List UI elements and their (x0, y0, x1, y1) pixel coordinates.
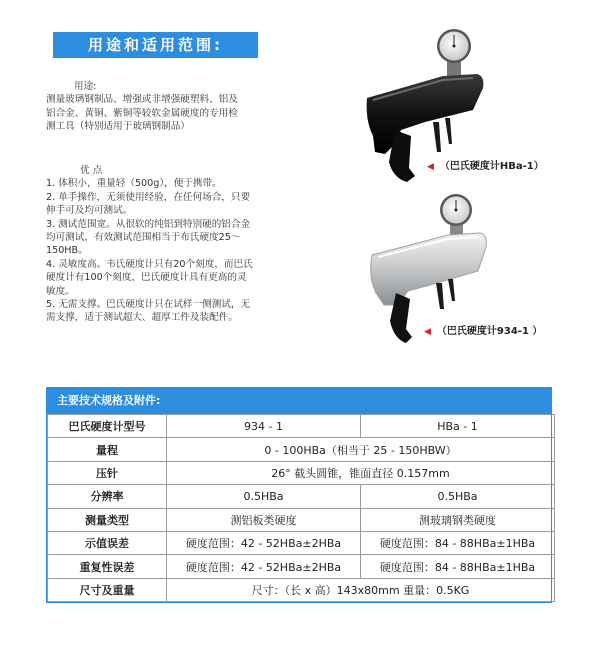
spec-label: 测量类型 (48, 508, 167, 531)
spec-value: 测铝板类硬度 (167, 508, 361, 531)
spec-table-header: 主要技术规格及附件: (47, 388, 551, 414)
spec-value: 尺寸：（长 x 高）143x80mm 重量：0.5KG (167, 578, 555, 601)
table-row (48, 438, 555, 461)
spec-label: 巴氏硬度计型号 (48, 415, 167, 438)
spec-value: 26° 截头圆锥，锥面直径 0.157mm (167, 461, 555, 484)
triangle-left-icon: ◀ (427, 162, 434, 172)
advantage-line: 1. 体积小，重量轻（500g），便于携带。 (46, 178, 222, 190)
spec-value: 硬度范围：42 - 52HBa±2HBa (167, 555, 361, 578)
advantage-line: 均可测试，有效测试范围相当于布氏硬度25～ (46, 232, 241, 244)
usage-line: 测工具（特别适用于玻璃钢制品） (46, 121, 190, 133)
table-row (48, 461, 555, 484)
spec-value: 硬度范围：84 - 88HBa±1HBa (361, 531, 555, 554)
spec-value: 0.5HBa (167, 485, 361, 508)
spec-label: 量程 (48, 438, 167, 461)
table-row (48, 485, 555, 508)
table-row (48, 508, 555, 531)
product-caption-934-text: （巴氏硬度计934-1 ） (436, 326, 543, 337)
advantage-line: 敏度。 (46, 285, 75, 297)
advantage-line: 2. 单手操作，无须使用经验，在任何场合，只要 (46, 191, 251, 203)
usage-section (46, 80, 276, 134)
table-row (48, 578, 555, 601)
spec-label: 重复性误差 (48, 555, 167, 578)
spec-value: 0 - 100HBa（相当于 25 - 150HBW） (167, 438, 555, 461)
advantage-line: 3. 测试范围宽。从很软的纯铝到特别硬的铝合金 (46, 218, 251, 230)
spec-table (47, 414, 555, 602)
usage-line: 铝合金、黄铜、紫铜等较软金属硬度的专用检 (46, 107, 238, 119)
spec-label: 示值误差 (48, 531, 167, 554)
spec-label: 压针 (48, 461, 167, 484)
product-caption-hba (427, 157, 544, 172)
table-row (48, 415, 555, 438)
usage-heading: 用途: (74, 81, 97, 92)
spec-label: 尺寸及重量 (48, 578, 167, 601)
usage-line: 测量玻璃钢制品、增强或非增强硬塑料、铝及 (46, 94, 238, 106)
advantages-section (46, 164, 276, 325)
spec-table-panel (46, 387, 552, 603)
section-banner-title: 用途和适用范围: (53, 32, 258, 58)
advantage-line: 伸手可及均可测试。 (46, 205, 133, 217)
table-row (48, 555, 555, 578)
product-caption-934 (424, 322, 542, 337)
advantages-heading: 优 点 (80, 165, 103, 176)
spec-value: HBa - 1 (361, 415, 555, 438)
spec-value: 硬度范围：42 - 52HBa±2HBa (167, 531, 361, 554)
spec-label: 分辨率 (48, 485, 167, 508)
advantage-line: 需支撑，适于测试超大、超厚工件及装配件。 (46, 312, 238, 324)
advantage-line: 4. 灵敏度高。韦氏硬度计只有20个刻度，而巴氏 (46, 258, 253, 270)
advantage-line: 150HB。 (46, 245, 88, 257)
triangle-left-icon: ◀ (424, 327, 431, 337)
spec-value: 测玻璃钢类硬度 (361, 508, 555, 531)
advantage-line: 5. 无需支撑。巴氏硬度计只在试样一侧测试，无 (46, 299, 251, 311)
product-caption-hba-text: （巴氏硬度计HBa-1） (439, 161, 544, 172)
spec-value: 934 - 1 (167, 415, 361, 438)
table-row (48, 531, 555, 554)
advantage-line: 硬度计有100个刻度，巴氏硬度计具有更高的灵 (46, 272, 247, 284)
spec-value: 硬度范围：84 - 88HBa±1HBa (361, 555, 555, 578)
spec-value: 0.5HBa (361, 485, 555, 508)
